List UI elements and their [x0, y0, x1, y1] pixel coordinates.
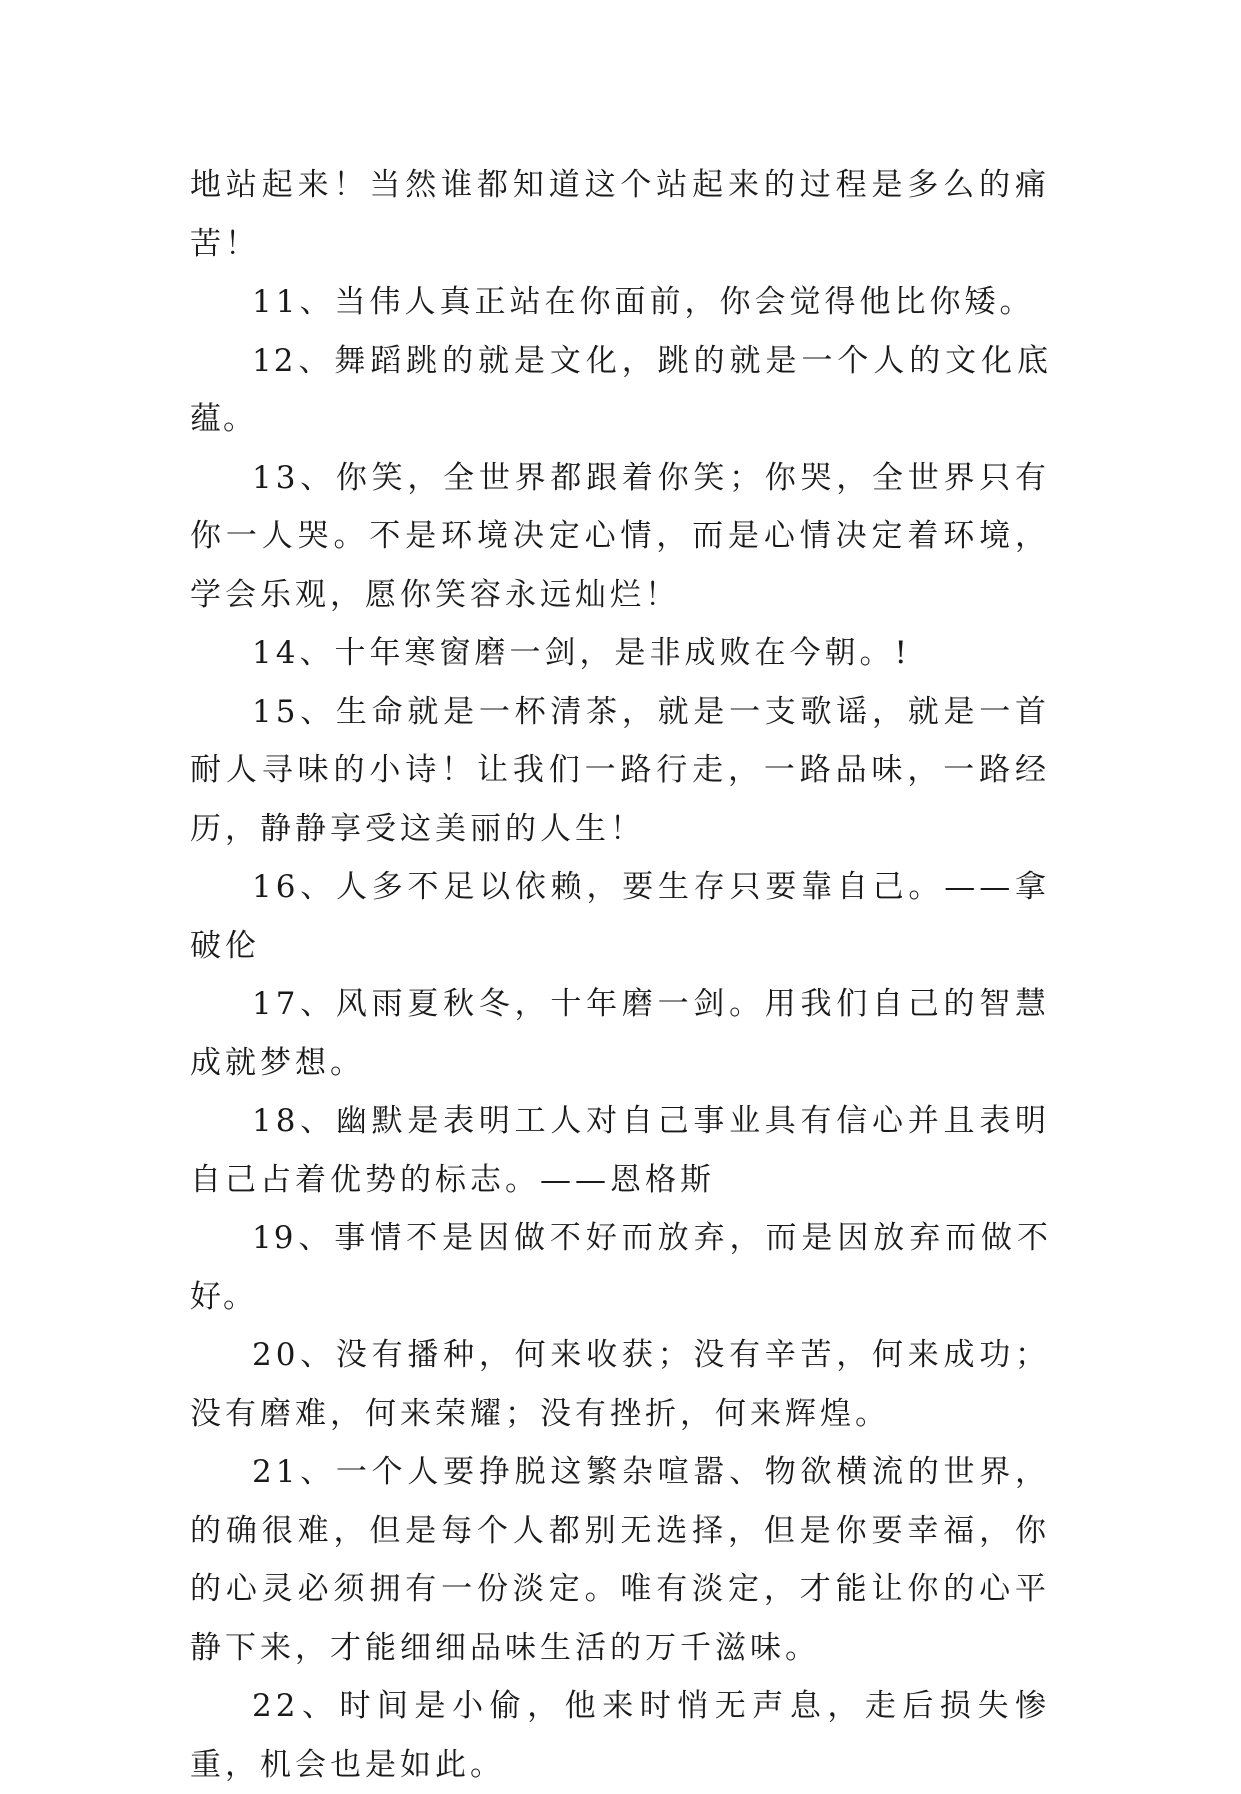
- paragraph-continuation: 地站起来！当然谁都知道这个站起来的过程是多么的痛苦！: [190, 167, 1050, 262]
- paragraph-15: 15、生命就是一杯清茶，就是一支歌谣，就是一首耐人寻味的小诗！让我们一路行走，一路品味，一路经历，静静享受这美丽的人生！: [190, 693, 1050, 847]
- paragraph-22: 22、时间是小偷，他来时悄无声息，走后损失惨重，机会也是如此。: [190, 1688, 1050, 1783]
- paragraph-13: 13、你笑，全世界都跟着你笑；你哭，全世界只有你一人哭。不是环境决定心情，而是心情决定着环境，学会乐观，愿你笑容永远灿烂！: [190, 459, 1050, 613]
- paragraph-12: 12、舞蹈跳的就是文化，跳的就是一个人的文化底蕴。: [190, 342, 1050, 437]
- paragraph-19: 19、事情不是因做不好而放弃，而是因放弃而做不好。: [190, 1220, 1050, 1315]
- document-body: [190, 156, 1050, 1794]
- paragraph-20: 20、没有播种，何来收获；没有辛苦，何来成功；没有磨难，何来荣耀；没有挫折，何来辉煌。: [190, 1337, 1050, 1432]
- paragraph-16: 16、人多不足以依赖，要生存只要靠自己。——拿破伦: [190, 869, 1050, 964]
- paragraph-11: 11、当伟人真正站在你面前，你会觉得他比你矮。: [252, 284, 1035, 320]
- paragraph-21: 21、一个人要挣脱这繁杂喧嚣、物欲横流的世界，的确很难，但是每个人都别无选择，但是你要幸福，你的心灵必须拥有一份淡定。唯有淡定，才能让你的心平静下来，才能细细品味生活的万千滋味。: [190, 1454, 1050, 1666]
- paragraph-18: 18、幽默是表明工人对自己事业具有信心并且表明自己占着优势的标志。——恩格斯: [190, 1103, 1050, 1198]
- paragraph-17: 17、风雨夏秋冬，十年磨一剑。用我们自己的智慧成就梦想。: [190, 986, 1050, 1081]
- paragraph-14: 14、十年寒窗磨一剑，是非成败在今朝。!: [252, 635, 911, 671]
